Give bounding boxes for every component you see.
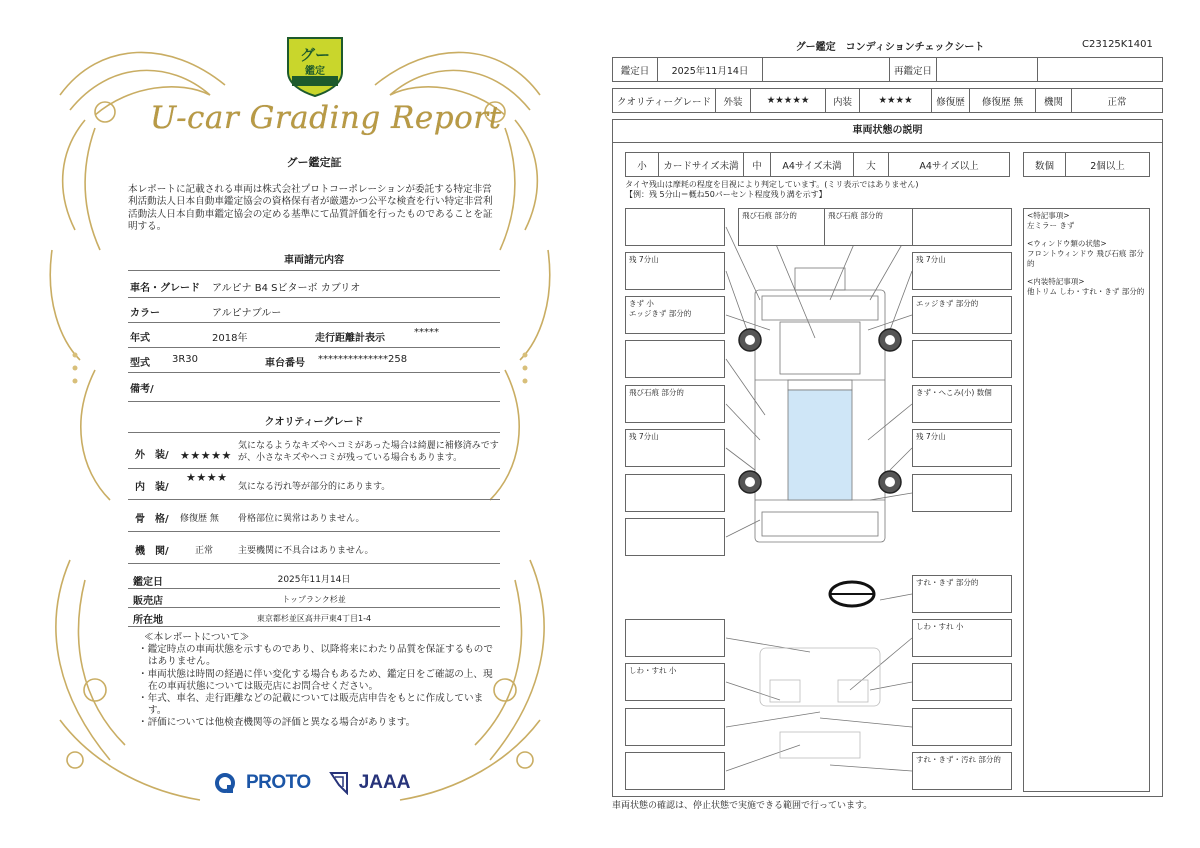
- certificate-body: 本レポートに記載される車両は株式会社プロトコーポレーションが委託する特定非営利活動法人日本自動車鑑定協会の資格保有者が厳選かつ公平な検査を行い特定非営利活動法人日本自動車鑑定協会の定める基準にて品質評価を行ったものであることを証明する。: [128, 184, 493, 233]
- size-small: 小: [626, 153, 659, 177]
- sheet-title: グー鑑定 コンディションチェックシート: [795, 42, 985, 53]
- count-value: 2個以上: [1066, 153, 1150, 177]
- count-label: 数個: [1024, 153, 1066, 177]
- left-interior-box: しわ・すれ 小: [625, 663, 725, 701]
- date-value: 2025年11月14日: [658, 58, 763, 82]
- color-label: カラー: [130, 308, 160, 319]
- right-mid-box: きず・へこみ(小) 数個: [912, 385, 1012, 423]
- note-item: ・車両状態は時間の経過に伴い変化する場合もあるため、鑑定日をご確認の上、現在の車両状態については販売店にお問合せください。: [138, 668, 493, 692]
- color-value: アルピナブルー: [212, 308, 282, 319]
- top-mid-box-1: 飛び石痕 部分的: [738, 208, 838, 246]
- sheet-code: C23125K1401: [1082, 39, 1153, 50]
- repair-label: 修復歴: [932, 89, 970, 113]
- int-label: 内装: [826, 89, 860, 113]
- notes-title: ≪本レポートについて≫: [144, 632, 250, 643]
- note-item: ・年式、車名、走行距離などの記載については販売店申告をもとに作成しています。: [138, 693, 484, 717]
- left-front-tire-box: 残 7分山: [625, 252, 725, 290]
- special-title-1: <特記事項>: [1027, 211, 1070, 220]
- remarks-label: 備考/: [130, 384, 154, 395]
- frame-desc: 骨格部位に異常はありません。: [238, 514, 365, 524]
- left-mid-box: 飛び石痕 部分的: [625, 385, 725, 423]
- size-mid-desc: A4サイズ未満: [771, 153, 854, 177]
- special-title-3: <内装特記事項>: [1027, 277, 1085, 286]
- date-label: 鑑定日: [613, 58, 658, 82]
- left-front-box: きず 小 エッジきず 部分的: [625, 296, 725, 334]
- sheet-footer: 車両状態の確認は、停止状態で実施できる範囲で行っています。: [612, 801, 873, 811]
- special-value-2: フロントウィンドウ 飛び石痕 部分的: [1027, 249, 1144, 268]
- top-mid-box-2: 飛び石痕 部分的: [824, 208, 924, 246]
- spec-section-title: 車両諸元内容: [284, 255, 344, 266]
- engine-desc: 主要機関に不具合はありません。: [238, 546, 374, 556]
- engine-label-r: 機関: [1036, 89, 1072, 113]
- jaaa-logo-icon: [329, 771, 349, 795]
- right-front-box: エッジきず 部分的: [912, 296, 1012, 334]
- mileage-value: *****: [414, 327, 439, 338]
- ext-label: 外装: [716, 89, 751, 113]
- inspection-date-label: 鑑定日: [133, 577, 163, 588]
- exterior-stars: ★★★★★: [180, 449, 232, 462]
- proto-logo-icon: [214, 772, 236, 794]
- right-front-tire-box: 残 7分山: [912, 252, 1012, 290]
- grade-label: クオリティーグレード: [613, 89, 716, 113]
- engine-value-r: 正常: [1072, 89, 1163, 113]
- left-rear-tire-box: 残 7分山: [625, 429, 725, 467]
- logos: [214, 768, 410, 798]
- condition-check-sheet: [600, 0, 1200, 848]
- report-notes: [136, 632, 500, 730]
- note-item: ・評価については他検査機関等の評価と異なる場合があります。: [138, 717, 416, 729]
- certificate-title: グー鑑定証: [286, 156, 342, 169]
- size-large-desc: A4サイズ以上: [889, 153, 1010, 177]
- jaaa-logo-text: JAAA: [358, 772, 411, 793]
- mileage-label: 走行距離計表示: [315, 333, 385, 344]
- proto-logo-text: PROTO: [246, 772, 311, 793]
- engine-value: 正常: [195, 546, 214, 556]
- quality-section-title: クオリティーグレード: [264, 417, 364, 428]
- engine-label: 機 関/: [135, 546, 169, 557]
- frame-value: 修復歴 無: [180, 514, 219, 524]
- tire-note-2: 【例：残 5分山＝概ね50パーセント程度残り溝を示す】: [625, 190, 827, 199]
- special-value-1: 左ミラー きず: [1027, 221, 1075, 230]
- special-notes-box: [1023, 208, 1150, 792]
- right-rear-tire-box: 残 7分山: [912, 429, 1012, 467]
- address-label: 所在地: [133, 615, 163, 626]
- special-value-3: 他トリム しわ・すれ・きず 部分的: [1027, 287, 1145, 296]
- chassis-value: **************258: [318, 354, 408, 365]
- desc-title: 車両状態の説明: [612, 119, 1163, 143]
- exterior-label: 外 装/: [135, 450, 169, 461]
- report-script-title: U-car Grading Report: [150, 100, 502, 136]
- steering-box: すれ・きず 部分的: [912, 575, 1012, 613]
- badge-bottom-text: 鑑定: [305, 66, 325, 77]
- frame-label: 骨 格/: [135, 514, 169, 525]
- repair-value: 修復歴 無: [970, 89, 1036, 113]
- ext-stars: ★★★★★: [751, 89, 826, 113]
- car-name-label: 車名・グレード: [130, 283, 200, 294]
- size-small-desc: カードサイズ未満: [659, 153, 744, 177]
- size-large: 大: [854, 153, 889, 177]
- re-date-label: 再鑑定日: [890, 58, 937, 82]
- address-value: 東京都杉並区高井戸東4丁目1-4: [256, 614, 372, 623]
- model-label: 型式: [130, 358, 150, 369]
- right-interior-box-3: すれ・きず・汚れ 部分的: [912, 752, 1012, 790]
- chassis-label: 車台番号: [265, 358, 305, 369]
- year-label: 年式: [130, 333, 150, 344]
- year-value: 2018年: [212, 333, 248, 344]
- note-item: ・鑑定時点の車両状態を示すものであり、以降将来にわたり品質を保証するものではありません。: [138, 644, 493, 668]
- exterior-desc: 気になるようなキズやヘコミがあった場合は綺麗に補修済みですが、小さなキズやヘコミが残っている場合もあります。: [238, 441, 499, 463]
- car-name-value: アルピナ B4 Sビターボ カブリオ: [212, 283, 361, 294]
- interior-desc: 気になる汚れ等が部分的にあります。: [238, 482, 391, 492]
- steering-wheel-icon: [830, 582, 874, 606]
- tire-note-1: タイヤ残山は摩耗の程度を目視により判定しています。(ミリ表示ではありません): [625, 180, 919, 189]
- dealer-value: トップランク杉並: [282, 595, 346, 604]
- inspection-date-value: 2025年11月14日: [277, 575, 351, 585]
- right-interior-box-1: しわ・すれ 小: [912, 619, 1012, 657]
- int-stars: ★★★★: [860, 89, 932, 113]
- interior-stars: ★★★★: [186, 471, 228, 484]
- badge-top-text: グー: [299, 46, 330, 64]
- size-mid: 中: [744, 153, 771, 177]
- model-value: 3R30: [172, 354, 199, 365]
- special-title-2: <ウィンドウ類の状態>: [1027, 239, 1107, 248]
- dealer-label: 販売店: [133, 596, 163, 607]
- interior-label: 内 装/: [135, 482, 169, 493]
